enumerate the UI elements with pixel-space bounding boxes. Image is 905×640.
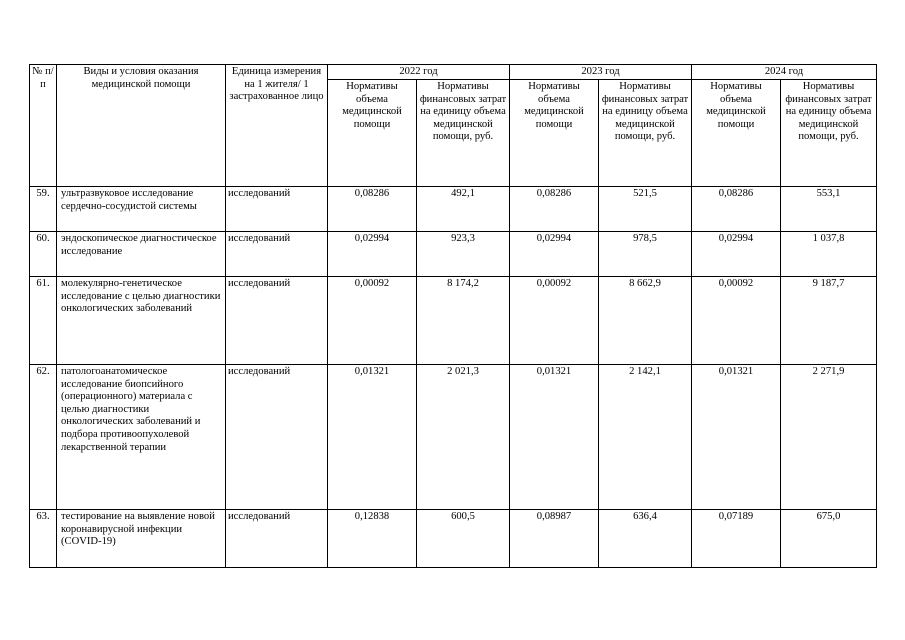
table-row <box>30 510 877 568</box>
row-num: 63. <box>30 510 57 568</box>
cost-2023: 2 142,1 <box>599 365 692 510</box>
normatives-table <box>29 64 877 568</box>
volume-2022: 0,01321 <box>328 365 417 510</box>
cost-2024: 553,1 <box>781 187 877 232</box>
volume-2023: 0,01321 <box>510 365 599 510</box>
header-volume-norm-2023: Нормативы объема медицинской помощи <box>510 80 599 187</box>
volume-2023: 0,08987 <box>510 510 599 568</box>
row-num: 62. <box>30 365 57 510</box>
volume-2022: 0,02994 <box>328 232 417 277</box>
header-volume-norm-2024: Нормативы объема медицинской помощи <box>692 80 781 187</box>
row-unit: исследований <box>226 232 328 277</box>
cost-2024: 2 271,9 <box>781 365 877 510</box>
row-name: патологоанатомическое исследование биопсийного (операционного) материала с целью диагностики онкологических заболеваний и подбора противоопухолевой лекарственной терапии <box>57 365 226 510</box>
row-unit: исследований <box>226 187 328 232</box>
row-name: эндоскопическое диагностическое исследование <box>57 232 226 277</box>
header-year-2023: 2023 год <box>510 65 692 80</box>
cost-2024: 675,0 <box>781 510 877 568</box>
document-page <box>29 64 877 568</box>
row-num: 60. <box>30 232 57 277</box>
header-year-2024: 2024 год <box>692 65 877 80</box>
header-cost-norm-2022: Нормативы финансовых затрат на единицу объема медицинской помощи, руб. <box>417 80 510 187</box>
cost-2024: 9 187,7 <box>781 277 877 365</box>
header-cost-norm-2024: Нормативы финансовых затрат на единицу объема медицинской помощи, руб. <box>781 80 877 187</box>
volume-2023: 0,08286 <box>510 187 599 232</box>
cost-2022: 8 174,2 <box>417 277 510 365</box>
cost-2023: 636,4 <box>599 510 692 568</box>
header-num: № п/п <box>30 65 57 187</box>
volume-2023: 0,02994 <box>510 232 599 277</box>
header-year-2022: 2022 год <box>328 65 510 80</box>
row-name: молекулярно-генетическое исследование с целью диагностики онкологических заболеваний <box>57 277 226 365</box>
cost-2022: 923,3 <box>417 232 510 277</box>
row-unit: исследований <box>226 365 328 510</box>
table-row <box>30 277 877 365</box>
cost-2024: 1 037,8 <box>781 232 877 277</box>
row-name: тестирование на выявление новой коронавирусной инфекции (COVID-19) <box>57 510 226 568</box>
cost-2022: 600,5 <box>417 510 510 568</box>
table-row <box>30 365 877 510</box>
row-num: 61. <box>30 277 57 365</box>
volume-2022: 0,08286 <box>328 187 417 232</box>
cost-2022: 492,1 <box>417 187 510 232</box>
volume-2023: 0,00092 <box>510 277 599 365</box>
row-unit: исследований <box>226 510 328 568</box>
volume-2024: 0,02994 <box>692 232 781 277</box>
volume-2024: 0,07189 <box>692 510 781 568</box>
row-unit: исследований <box>226 277 328 365</box>
cost-2023: 521,5 <box>599 187 692 232</box>
volume-2022: 0,00092 <box>328 277 417 365</box>
cost-2023: 8 662,9 <box>599 277 692 365</box>
cost-2023: 978,5 <box>599 232 692 277</box>
table-row <box>30 187 877 232</box>
volume-2024: 0,00092 <box>692 277 781 365</box>
header-volume-norm-2022: Нормативы объема медицинской помощи <box>328 80 417 187</box>
volume-2024: 0,01321 <box>692 365 781 510</box>
row-num: 59. <box>30 187 57 232</box>
header-cost-norm-2023: Нормативы финансовых затрат на единицу объема медицинской помощи, руб. <box>599 80 692 187</box>
table-row <box>30 232 877 277</box>
header-types: Виды и условия оказания медицинской помощи <box>57 65 226 187</box>
cost-2022: 2 021,3 <box>417 365 510 510</box>
volume-2022: 0,12838 <box>328 510 417 568</box>
row-name: ультразвуковое исследование сердечно-сосудистой системы <box>57 187 226 232</box>
header-unit: Единица измерения на 1 жителя/ 1 застрахованное лицо <box>226 65 328 187</box>
volume-2024: 0,08286 <box>692 187 781 232</box>
